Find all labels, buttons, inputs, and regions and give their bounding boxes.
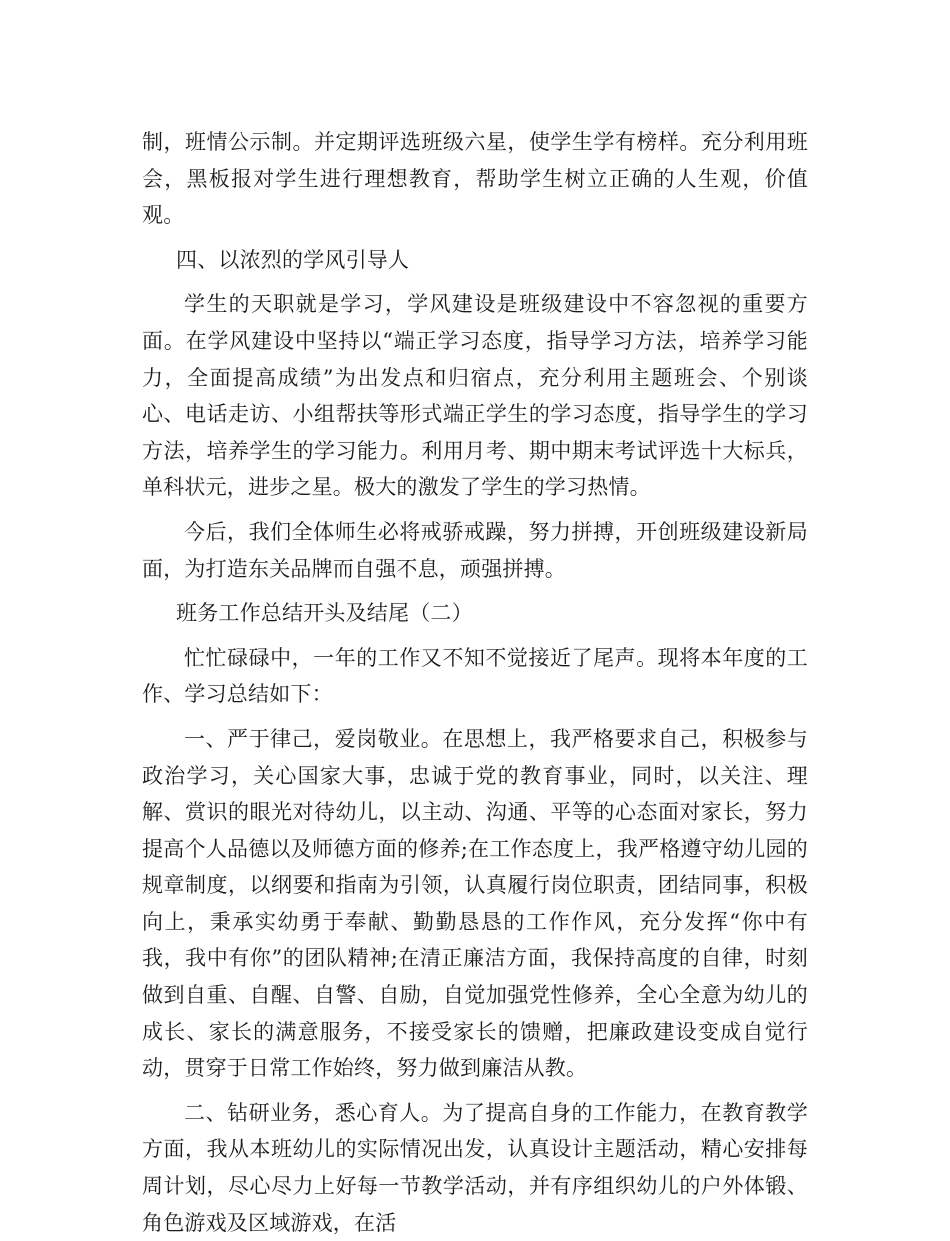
paragraph-professional-study: 二、钻研业务，悉心育人。为了提高自身的工作能力，在教育教学方面，我从本班幼儿的实际情况出发，认真设计主题活动，精心安排每周计划，尽心尽力上好每一节教学活动，并有序组织幼儿的户外体锻、角色游戏及区域游戏，在活 — [142, 1100, 808, 1235]
paragraph-intro: 忙忙碌碌中，一年的工作又不知不觉接近了尾声。现将本年度的工作、学习总结如下： — [142, 645, 808, 707]
section-title-part-two: 班务工作总结开头及结尾（二） — [176, 601, 473, 626]
paragraph-self-discipline: 一、严于律己，爱岗敬业。在思想上，我严格要求自己，积极参与政治学习，关心国家大事，忠诚于党的教育事业，同时，以关注、理解、赏识的眼光对待幼儿，以主动、沟通、平等的心态面对家长，努力提高个人品德以及师德方面的修养;在工作态度上，我严格遵守幼儿园的规章制度，以纲要和指南为引领，认真履行岗位职责，团结同事，积极向上，秉承实幼勇于奉献、勤勤恳恳的工作作风，充分发挥“你中有我，我中有你”的团队精神;在清正廉洁方面，我保持高度的自律，时刻做到自重、自醒、自警、自励，自觉加强党性修养，全心全意为幼儿的成长、家长的满意服务，不接受家长的馈赠，把廉政建设变成自觉行动，贯穿于日常工作始终，努力做到廉洁从教。 — [142, 726, 808, 1081]
paragraph-continuation: 制，班情公示制。并定期评选班级六星，使学生学有榜样。充分利用班会，黑板报对学生进行理想教育，帮助学生树立正确的人生观，价值观。 — [142, 130, 808, 228]
paragraph-study-style: 学生的天职就是学习，学风建设是班级建设中不容忽视的重要方面。在学风建设中坚持以“端正学习态度，指导学习方法，培养学习能力，全面提高成绩”为出发点和归宿点，充分利用主题班会、个别谈心、电话走访、小组帮扶等形式端正学生的学习态度，指导学生的学习方法，培养学生的学习能力。利用月考、期中期末考试评选十大标兵，单科状元，进步之星。极大的激发了学生的学习热情。 — [142, 292, 808, 500]
section-heading-four: 四、以浓烈的学风引导人 — [176, 247, 410, 272]
document-body — [142, 124, 808, 1241]
paragraph-future: 今后，我们全体师生必将戒骄戒躁，努力拼搏，开创班级建设新局面，为打造东关品牌而自强不息，顽强拼搏。 — [142, 519, 808, 581]
